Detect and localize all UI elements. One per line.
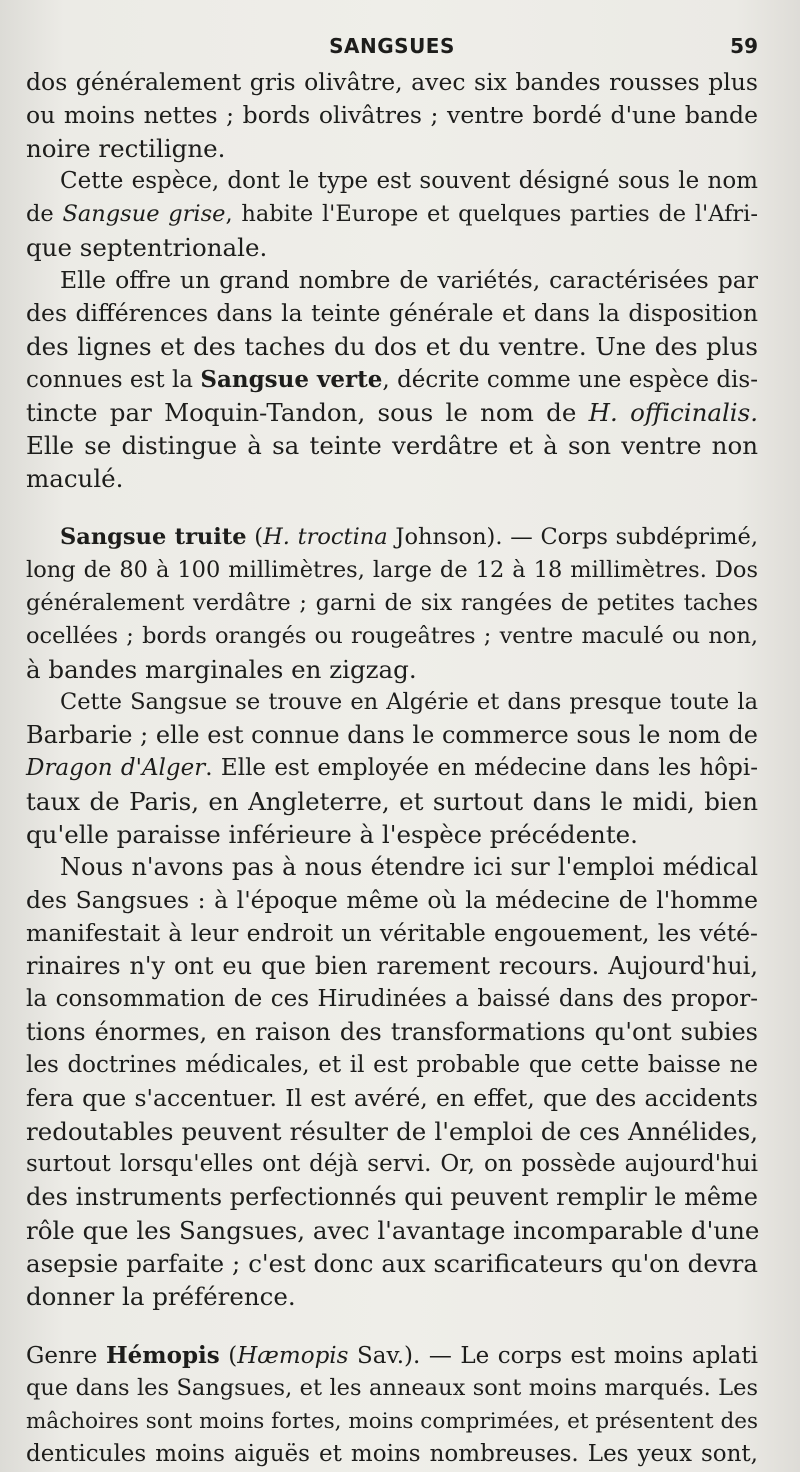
text-line: rinaires n'y ont eu que bien rarement recours. Aujourd'hui, [26,952,758,980]
text-run: , décrite comme une espèce dis- [382,367,758,393]
text-line: maculé. [26,464,124,493]
text-line: Nous n'avons pas à nous étendre ici sur l'emploi médical [60,853,758,881]
text-line: que septentrionale. [26,233,268,262]
text-line [26,396,758,429]
text-line: Barbarie ; elle est connue dans le commerce sous le nom de [26,721,758,749]
paragraph-sangsue-truite [26,521,758,686]
text-line [26,363,758,396]
text-line: des différences dans la teinte générale et dans la disposition [26,299,758,327]
text-line: taux de Paris, en Angleterre, et surtout dans le midi, bien [26,787,758,816]
text-line [26,1339,758,1372]
text-line: ou moins nettes ; bords olivâtres ; ventre bordé d'une bande [26,101,758,129]
text-line: surtout lorsqu'elles ont déjà servi. Or, on possède aujourd'hui [26,1151,758,1177]
text-line: généralement verdâtre ; garni de six rangées de petites taches [26,590,758,616]
species-name-bold: Sangsue verte [200,366,383,393]
text-line: asepsie parfaite ; c'est donc aux scarificateurs qu'on devra [26,1249,758,1278]
text-run: . Elle est employée en médecine dans les hôpi- [205,755,759,781]
text-line: ocellées ; bords orangés ou rougeâtres ; ventre maculé ou non, [26,623,758,649]
text-run: Sav.). — Le corps est moins aplati [348,1343,758,1369]
text-line: Cette Sangsue se trouve en Algérie et dans presque toute la [60,689,758,715]
text-line: des Sangsues : à l'époque même où la médecine de l'homme [26,886,758,914]
text-line: la consommation de ces Hirudinées a baissé dans des propor- [26,986,758,1012]
text-line: mâchoires sont moins fortes, moins comprimées, et présentent des [26,1409,758,1434]
text-line: manifestait à leur endroit un véritable engouement, les vété- [26,919,758,947]
section-gap [26,1313,758,1339]
text-line [26,198,758,231]
species-name-italic: Sangsue grise [62,201,226,227]
text-line: Cette espèce, dont le type est souvent désigné sous le nom [60,168,758,194]
paragraph-genre-hemopis [26,1339,758,1471]
text-line: à bandes marginales en zigzag. [26,655,417,684]
paragraph-algerie [26,686,758,851]
text-line: Elle se distingue à sa teinte verdâtre et à son ventre non [26,431,758,460]
text-line: des lignes et des taches du dos et du ventre. Une des plus [26,332,758,361]
text-run: connues est la [26,367,201,393]
body-text [26,66,758,1471]
text-line: des instruments perfectionnés qui peuvent remplir le même [26,1183,758,1211]
text-run: Johnson). — Corps subdéprimé, [387,524,758,550]
text-line: redoutables peuvent résulter de l'emploi de ces Annélides, [26,1117,758,1146]
page-number: 59 [730,34,758,58]
species-name-italic: H. officinalis. [588,398,758,427]
text-line: fera que s'accentuer. Il est avéré, en effet, que des accidents [26,1084,758,1112]
paragraph-emploi-medical [26,851,758,1313]
text-line: les doctrines médicales, et il est probable que cette baisse ne [26,1052,758,1078]
text-line: dos généralement gris olivâtre, avec six bandes rousses plus [26,68,758,96]
text-line: noire rectiligne. [26,134,226,163]
text-line [26,752,758,785]
genus-name-bold: Hémopis [105,1342,220,1369]
text-line: Elle offre un grand nombre de variétés, caractérisées par [60,266,758,294]
trade-name-italic: Dragon d'Alger [26,755,206,781]
genus-latin-italic: Hæmopis [237,1343,349,1369]
paragraph-sangsue-grise [26,165,758,264]
text-line: qu'elle paraisse inférieure à l'espèce précédente. [26,820,638,849]
text-run: Genre [26,1343,106,1369]
text-line: denticules moins aiguës et moins nombreuses. Les yeux sont, [26,1441,758,1467]
running-head [26,34,758,64]
text-line: donner la préférence. [26,1282,296,1311]
section-gap [26,495,758,521]
text-run: ( [246,524,264,550]
text-line: rôle que les Sangsues, avec l'avantage incomparable d'une [26,1216,760,1245]
text-run: ( [219,1343,238,1369]
paragraph-dos-description [26,66,758,165]
paragraph-varietes [26,264,758,495]
running-title: SANGSUES [329,34,455,58]
text-line: que dans les Sangsues, et les anneaux sont moins marqués. Les [26,1375,758,1401]
species-name-italic: H. troctina [263,524,388,550]
text-run: tincte par Moquin-Tandon, sous le nom de [26,398,589,427]
text-run: , habite l'Europe et quelques parties de l'Afri- [225,201,758,227]
text-line: tions énormes, en raison des transformations qu'ont subies [26,1018,758,1046]
species-name-bold: Sangsue truite [60,524,247,550]
text-line: long de 80 à 100 millimètres, large de 12 à 18 millimètres. Dos [26,557,758,583]
text-run: de [26,201,63,227]
text-line [26,521,758,554]
